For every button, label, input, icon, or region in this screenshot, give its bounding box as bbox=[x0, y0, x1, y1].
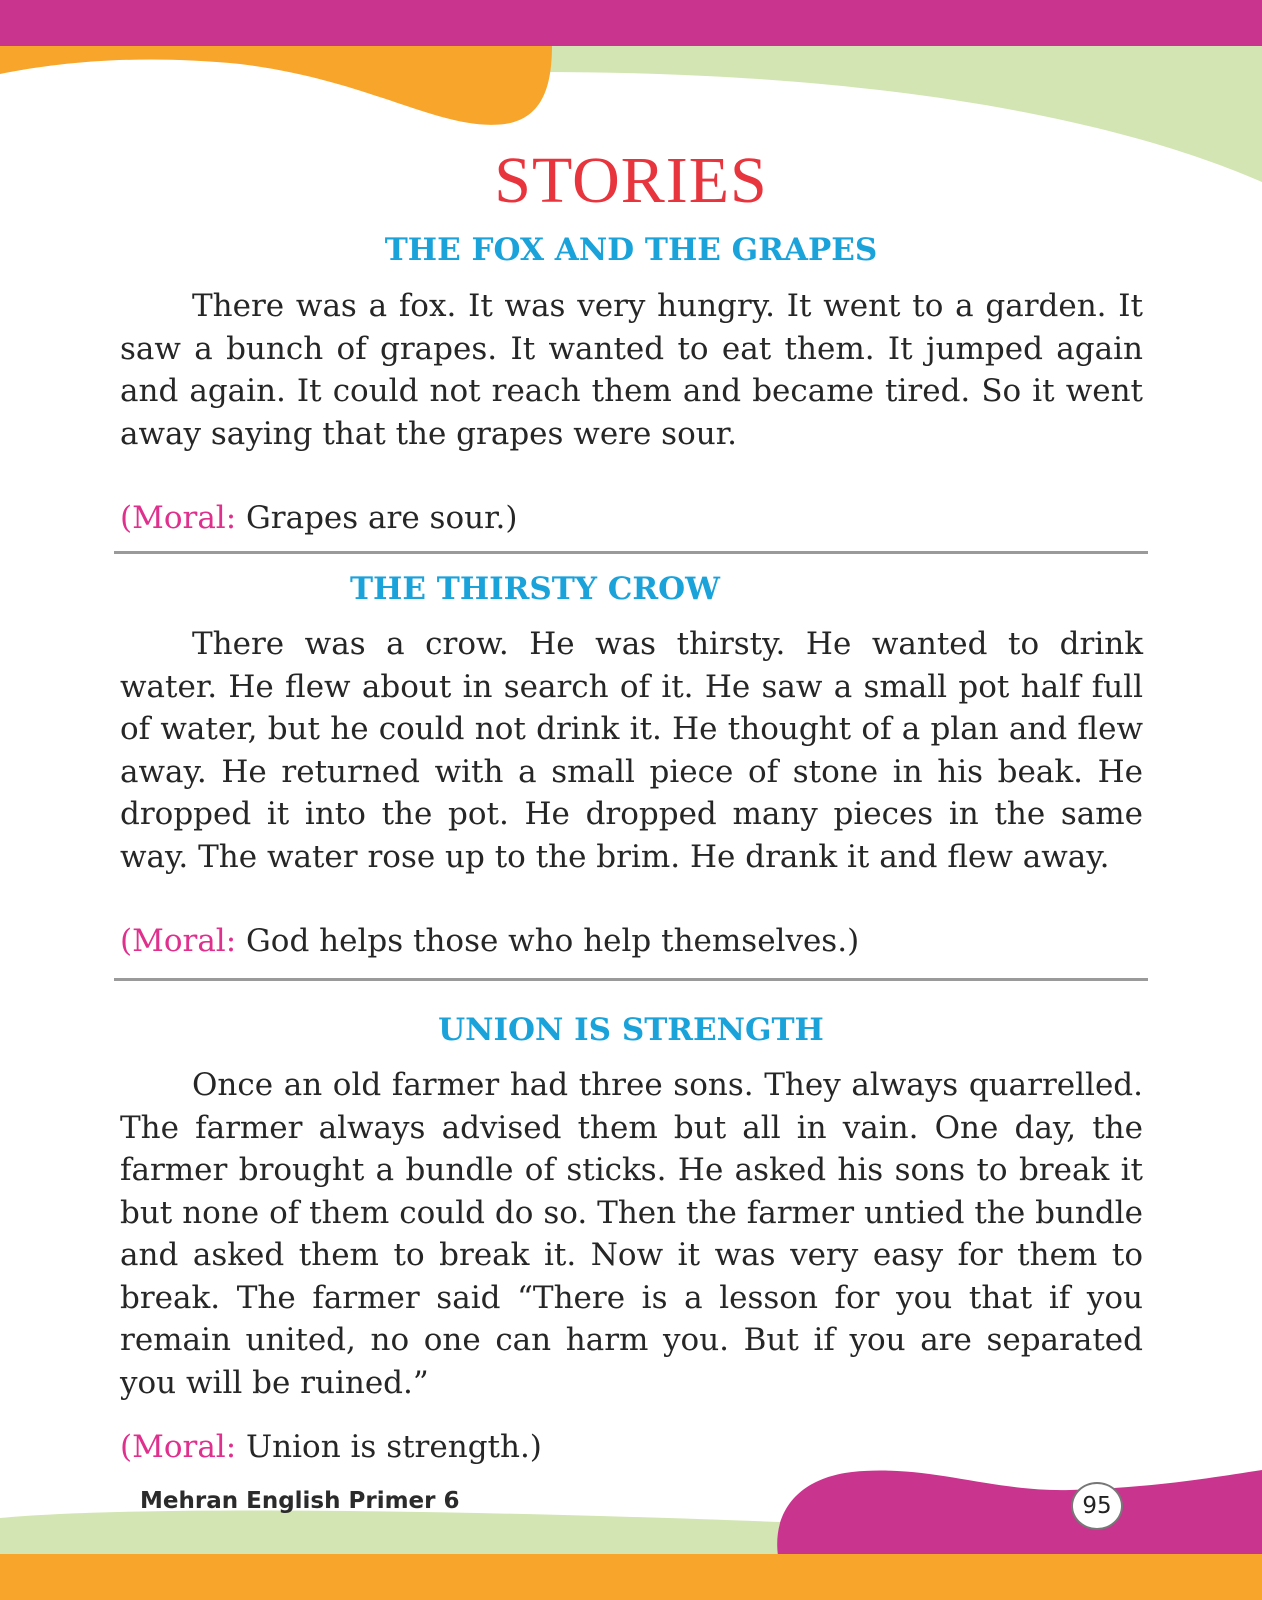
moral-label: (Moral: bbox=[120, 923, 237, 959]
page-title: STORIES bbox=[494, 144, 768, 217]
page-number: 95 bbox=[1071, 1482, 1123, 1530]
moral-crow bbox=[120, 920, 1143, 962]
top-orange-wave bbox=[0, 44, 552, 125]
story-text-union: Once an old farmer had three sons. They always quarrelled. The farmer always advised them but all in vain. One day, the farmer brought a bundle of sticks. He asked his sons to break it but none of them could do so. Then the farmer untied the bundle and asked them to break it. Now it was very easy for them to break. The farmer said “There is a lesson for you that if you remain united, no one can harm you. But if you are separated you will be ruined.” bbox=[120, 1067, 1143, 1401]
divider-1 bbox=[114, 551, 1148, 554]
bottom-magenta-wave bbox=[777, 1470, 1262, 1556]
top-magenta-band bbox=[0, 0, 1262, 46]
moral-union bbox=[120, 1426, 1143, 1468]
story-text-crow: There was a crow. He was thirsty. He wanted to drink water. He flew about in search of it. He saw a small pot half full of water, but he could not drink it. He thought of a plan and flew away. He returned with a small piece of stone in his beak. He dropped it into the pot. He dropped many pieces in the same way. The water rose up to the brim. He drank it and flew away. bbox=[120, 626, 1143, 875]
story-title-union: UNION IS STRENGTH bbox=[438, 1012, 824, 1048]
moral-text: Union is strength.) bbox=[236, 1429, 542, 1465]
footer-book-title: Mehran English Primer 6 bbox=[140, 1488, 460, 1514]
moral-label: (Moral: bbox=[120, 1429, 237, 1465]
story-title-crow: THE THIRSTY CROW bbox=[349, 571, 721, 607]
bottom-orange-band bbox=[0, 1554, 1262, 1600]
moral-fox bbox=[120, 497, 1143, 539]
divider-2 bbox=[114, 978, 1148, 981]
story-text-fox: There was a fox. It was very hungry. It went to a garden. It saw a bunch of grapes. It wanted to eat them. It jumped again and again. It could not reach them and became tired. So it went away saying that the grapes were sour. bbox=[120, 288, 1143, 452]
story-title-fox: THE FOX AND THE GRAPES bbox=[384, 232, 878, 268]
moral-text: Grapes are sour.) bbox=[236, 500, 518, 536]
moral-text: God helps those who help themselves.) bbox=[236, 923, 860, 959]
moral-label: (Moral: bbox=[120, 500, 237, 536]
